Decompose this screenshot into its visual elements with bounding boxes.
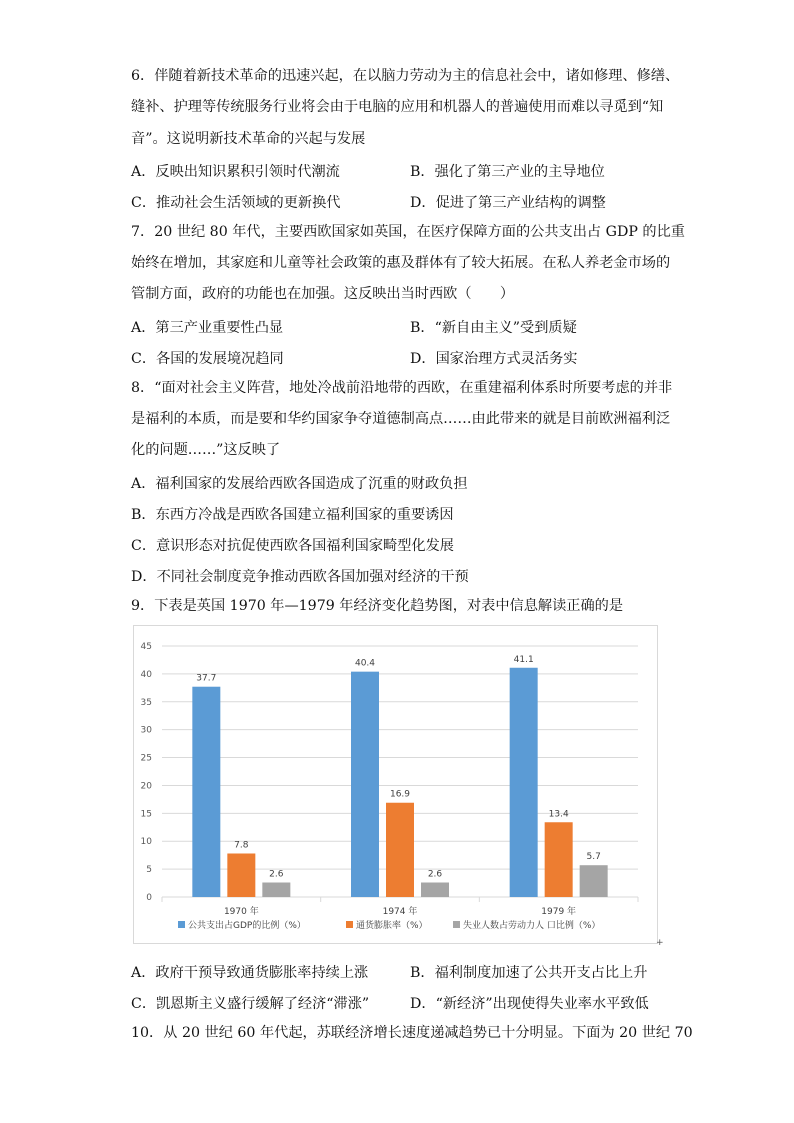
data-label: 2.6 — [269, 869, 284, 880]
q6-stem-line-2: 缝补、护理等传统服务行业将会由于电脑的应用和机器人的普遍使用而难以寻觅到“知 — [131, 99, 664, 115]
q6-option-c[interactable]: C．推动社会生活领域的更新换代 — [131, 195, 341, 211]
bar — [580, 865, 608, 897]
y-tick-label: 0 — [146, 893, 152, 903]
y-tick-label: 20 — [140, 781, 152, 792]
q8-stem-line-3: 化的问题……”这反映了 — [131, 442, 281, 458]
y-tick-label: 25 — [140, 753, 152, 764]
data-label: 40.4 — [354, 658, 376, 669]
bar — [421, 882, 449, 897]
q6-option-d[interactable]: D．促进了第三产业结构的调整 — [410, 195, 606, 211]
y-tick-label: 35 — [140, 697, 152, 708]
q6-option-b[interactable]: B．强化了第三产业的主导地位 — [410, 164, 605, 180]
economic-trend-chart — [133, 625, 658, 944]
q9-stem: 9．下表是英国 1970 年—1979 年经济变化趋势图，对表中信息解读正确的是 — [131, 598, 624, 614]
q7-stem-line-1: 7．20 世纪 80 年代，主要西欧国家如英国，在医疗保障方面的公共支出占 GDP 的比重 — [131, 224, 685, 240]
q6-stem-line-1: 6．伴随着新技术革命的迅速兴起，在以脑力劳动为主的信息社会中，诸如修理、修缮、 — [131, 68, 680, 84]
q9-option-d[interactable]: D．“新经济”出现使得失业率水平致低 — [410, 996, 649, 1012]
legend-label: 通货膨胀率（%） — [356, 921, 428, 931]
q8-option-c[interactable]: C．意识形态对抗促使西欧各国福利国家畸型化发展 — [131, 538, 454, 554]
data-label: 16.9 — [389, 789, 411, 800]
q6-stem-line-3: 音”。这说明新技术革命的兴起与发展 — [131, 131, 366, 147]
legend-swatch — [178, 921, 185, 928]
q6-option-a[interactable]: A．反映出知识累积引领时代潮流 — [131, 164, 340, 180]
q7-option-a[interactable]: A．第三产业重要性凸显 — [131, 320, 284, 336]
y-tick-label: 45 — [140, 642, 152, 652]
y-tick-label: 40 — [140, 669, 152, 680]
category-label: 1974 年 — [382, 907, 418, 917]
q7-option-d[interactable]: D．国家治理方式灵活务实 — [410, 351, 578, 367]
legend-swatch — [453, 921, 460, 928]
legend-swatch — [346, 921, 353, 928]
resize-plus-icon: + — [656, 938, 664, 948]
q9-option-b[interactable]: B．福利制度加速了公共开支占比上升 — [410, 965, 648, 981]
y-tick-label: 30 — [140, 725, 152, 736]
q9-option-a[interactable]: A．政府干预导致通货膨胀率持续上涨 — [131, 965, 369, 981]
bar — [227, 853, 255, 897]
y-tick-label: 10 — [140, 837, 152, 848]
q8-stem-line-2: 是福利的本质，而是要和华约国家争夺道德制高点……由此带来的就是目前欧洲福利泛 — [131, 411, 671, 427]
q8-stem-line-1: 8．“面对社会主义阵营，地处冷战前沿地带的西欧，在重建福利体系时所要考虑的并非 — [131, 380, 673, 396]
bar — [192, 687, 220, 897]
legend-label: 公共支出占GDP的比例（%） — [188, 921, 306, 931]
q9-option-c[interactable]: C．凯恩斯主义盛行缓解了经济“滞涨” — [131, 996, 370, 1012]
q7-option-c[interactable]: C．各国的发展境况趋同 — [131, 351, 284, 367]
bar — [386, 803, 414, 897]
q7-stem-line-3: 管制方面，政府的功能也在加强。这反映出当时西欧（ ） — [131, 286, 515, 302]
bar — [262, 882, 290, 897]
data-label: 5.7 — [586, 852, 601, 863]
category-label: 1979 年 — [541, 907, 577, 917]
y-tick-label: 15 — [140, 809, 152, 820]
q10-stem: 10．从 20 世纪 60 年代起，苏联经济增长速度递减趋势已十分明显。下面为 20 世纪 70 — [131, 1025, 693, 1041]
q7-stem-line-2: 始终在增加，其家庭和儿童等社会政策的惠及群体有了较大拓展。在私人养老金市场的 — [131, 255, 671, 271]
q8-option-d[interactable]: D．不同社会制度竞争推动西欧各国加强对经济的干预 — [131, 569, 469, 585]
chart-svg — [134, 626, 657, 943]
bar — [351, 672, 379, 897]
q8-option-a[interactable]: A．福利国家的发展给西欧各国造成了沉重的财政负担 — [131, 476, 468, 492]
data-label: 7.8 — [234, 840, 249, 851]
data-label: 37.7 — [196, 673, 217, 684]
category-label: 1970 年 — [223, 907, 259, 917]
data-label: 41.1 — [513, 654, 534, 665]
bar — [510, 668, 538, 897]
legend-label: 失业人数占劳动力人 口比例（%） — [463, 921, 601, 931]
data-label: 2.6 — [427, 869, 443, 880]
q7-option-b[interactable]: B．“新自由主义”受到质疑 — [410, 320, 577, 336]
y-tick-label: 5 — [146, 865, 152, 876]
bar — [545, 822, 573, 897]
data-label: 13.4 — [548, 809, 569, 820]
q8-option-b[interactable]: B．东西方冷战是西欧各国建立福利国家的重要诱因 — [131, 507, 454, 523]
